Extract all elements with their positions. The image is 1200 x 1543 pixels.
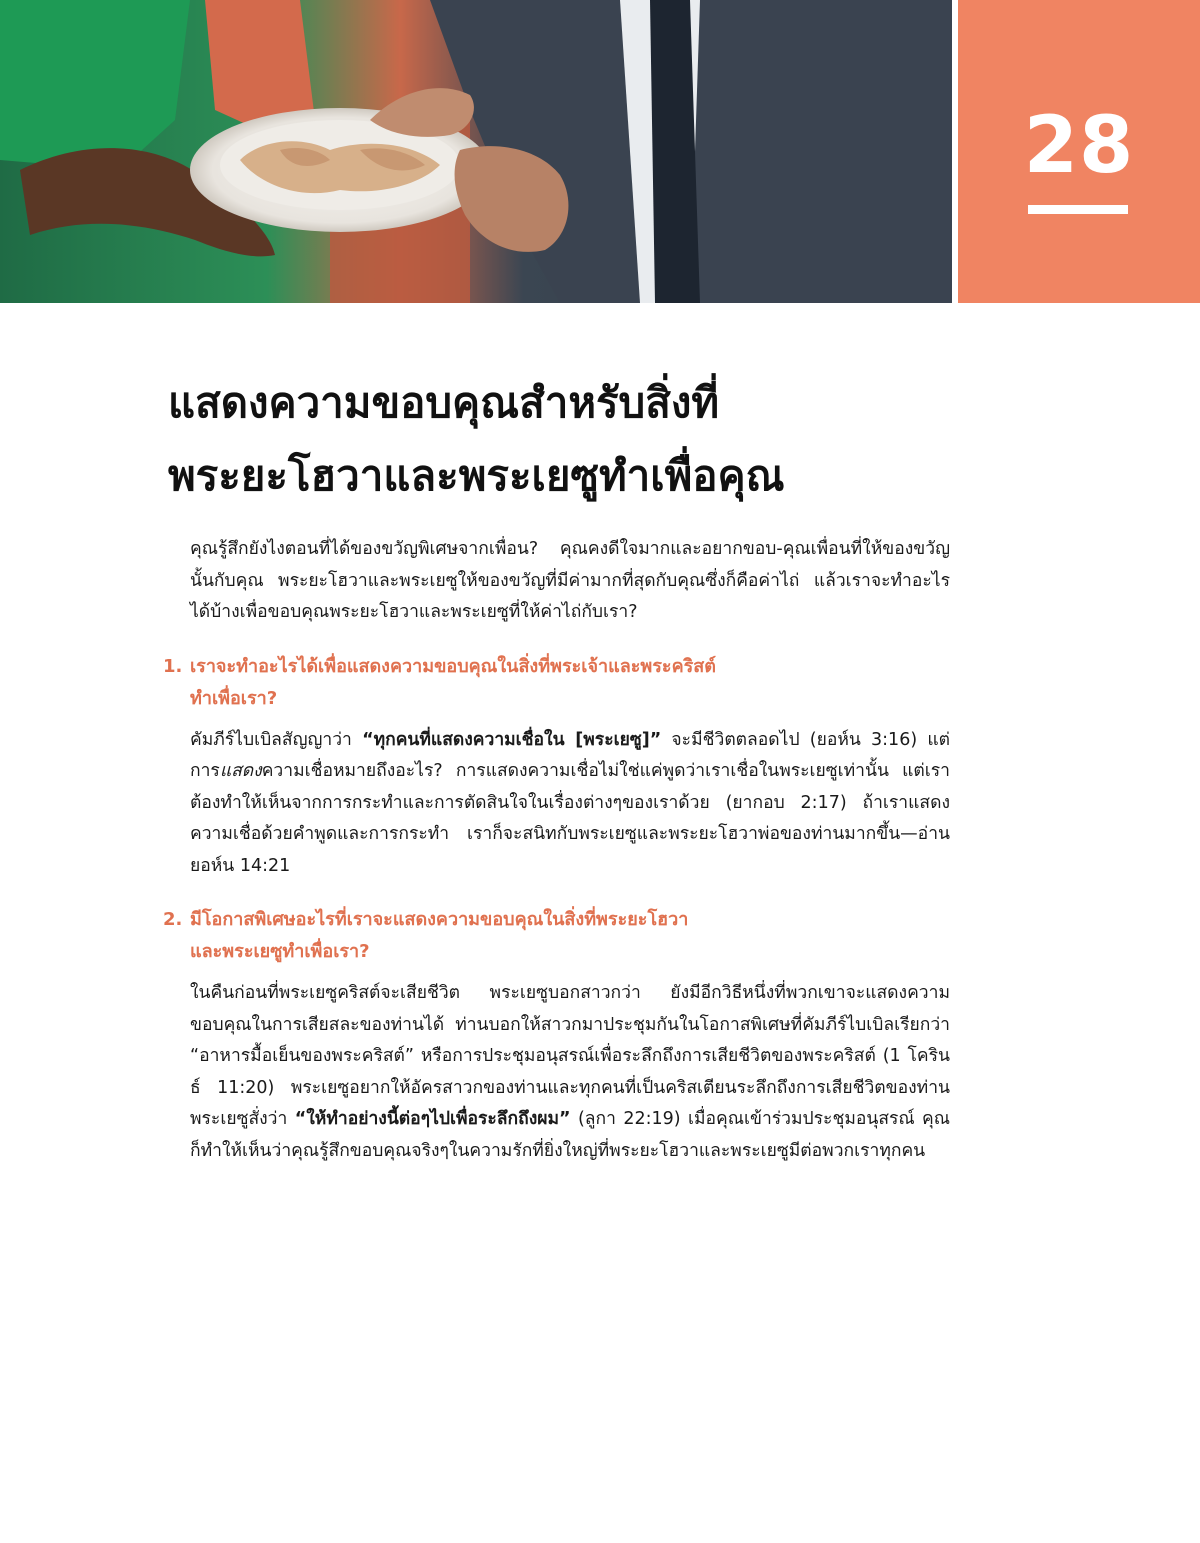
lesson-number: 28	[1023, 101, 1135, 191]
lesson-number-underline	[1028, 205, 1128, 214]
question-2-line-2: และพระเยซูทำเพื่อเรา?	[190, 941, 370, 962]
answer-2-quote: “ให้ทำอย่างนี้ต่อๆไปเพื่อระลึกถึงผม”	[294, 1109, 571, 1129]
lesson-title-line-1: แสดงความขอบคุณสำหรับสิ่งที่	[168, 378, 720, 427]
answer-1-emphasis: แสดง	[219, 761, 262, 781]
hero-photo	[0, 0, 952, 303]
question-1-line-1: เราจะทำอะไรได้เพื่อแสดงความขอบคุณในสิ่งที่พระเจ้าและพระคริสต์	[190, 655, 716, 677]
lesson-badge	[958, 0, 1200, 303]
answer-2-text-b: (ลูกา 22:19) เมื่อคุณเข้าร่วมประชุมอนุสรณ์ คุณก็ทำให้เห็นว่าคุณรู้สึกขอบคุณจริงๆในความรักที่ยิ่งใหญ่ที่พระยะโฮวาและพระเยซูมีต่อพวกเราทุกคน	[190, 1109, 950, 1161]
lesson-title	[168, 366, 1048, 512]
answer-1-text-c: ความเชื่อหมายถึงอะไร? การแสดงความเชื่อไม่ใช่แค่พูดว่าเราเชื่อในพระเยซูเท่านั้น แต่เราต้องทำให้เห็นจากการกระทำและการตัดสินใจในเรื่องต่างๆของเราด้วย (ยากอบ 2:17) ถ้าเราแสดงความเชื่อด้วยคำพูดและการกระทำ เราก็จะสนิทกับพระเยซูและพระยะโฮวาพ่อของท่านมากขึ้น—อ่าน ยอห์น 14:21	[190, 761, 950, 876]
lesson-title-line-2: พระยะโฮวาและพระเยซูทำเพื่อคุณ	[168, 451, 785, 500]
answer-1-quote: “ทุกคนที่แสดงความเชื่อใน [พระเยซู]”	[362, 729, 662, 750]
intro-paragraph: คุณรู้สึกยังไงตอนที่ได้ของขวัญพิเศษจากเพื่อน? คุณคงดีใจมากและอยากขอบ-คุณเพื่อนที่ให้ของขวัญนั้นกับคุณ พระยะโฮวาและพระเยซูให้ของขวัญที่มีค่ามากที่สุดกับคุณซึ่งก็คือค่าไถ่ แล้วเราจะทำอะไรได้บ้างเพื่อขอบคุณพระยะโฮวาและพระเยซูที่ให้ค่าไถ่กับเรา?	[190, 539, 950, 622]
question-1-heading	[163, 651, 950, 715]
hero-illustration	[0, 0, 952, 303]
question-2-heading	[163, 904, 950, 968]
question-2-number: 2.	[163, 909, 183, 930]
answer-1-text-a: คัมภีร์ไบเบิลสัญญาว่า	[190, 729, 363, 750]
answer-1-text-b: จะมีชีวิตตลอดไป (ยอห์น 3:16) แต่การ	[190, 729, 950, 781]
question-1-number: 1.	[163, 655, 183, 677]
question-2-line-1: มีโอกาสพิเศษอะไรที่เราจะแสดงความขอบคุณในสิ่งที่พระยะโฮวา	[190, 909, 689, 930]
question-1-answer	[190, 725, 950, 883]
answer-2-text-a: ในคืนก่อนที่พระเยซูคริสต์จะเสียชีวิต พระเยซูบอกสาวกว่า ยังมีอีกวิธีหนึ่งที่พวกเขาจะแสดงความขอบคุณในการเสียสละของท่านได้ ท่านบอกให้สาวกมาประชุมกันในโอกาสพิเศษที่คัมภีร์ไบเบิลเรียกว่า “อาหารมื้อเย็นของพระคริสต์” หรือการประชุมอนุสรณ์เพื่อระลึกถึงการเสียชีวิตของพระคริสต์ (1 โครินธ์ 11:20) พระเยซูอยากให้อัครสาวกของท่านและทุกคนที่เป็นคริสเตียนระลึกถึงการเสียชีวิตของท่าน พระเยซูสั่งว่า	[190, 983, 950, 1129]
question-2-answer	[190, 978, 950, 1167]
question-1-line-2: ทำเพื่อเรา?	[190, 687, 278, 709]
lesson-body	[163, 534, 950, 1189]
